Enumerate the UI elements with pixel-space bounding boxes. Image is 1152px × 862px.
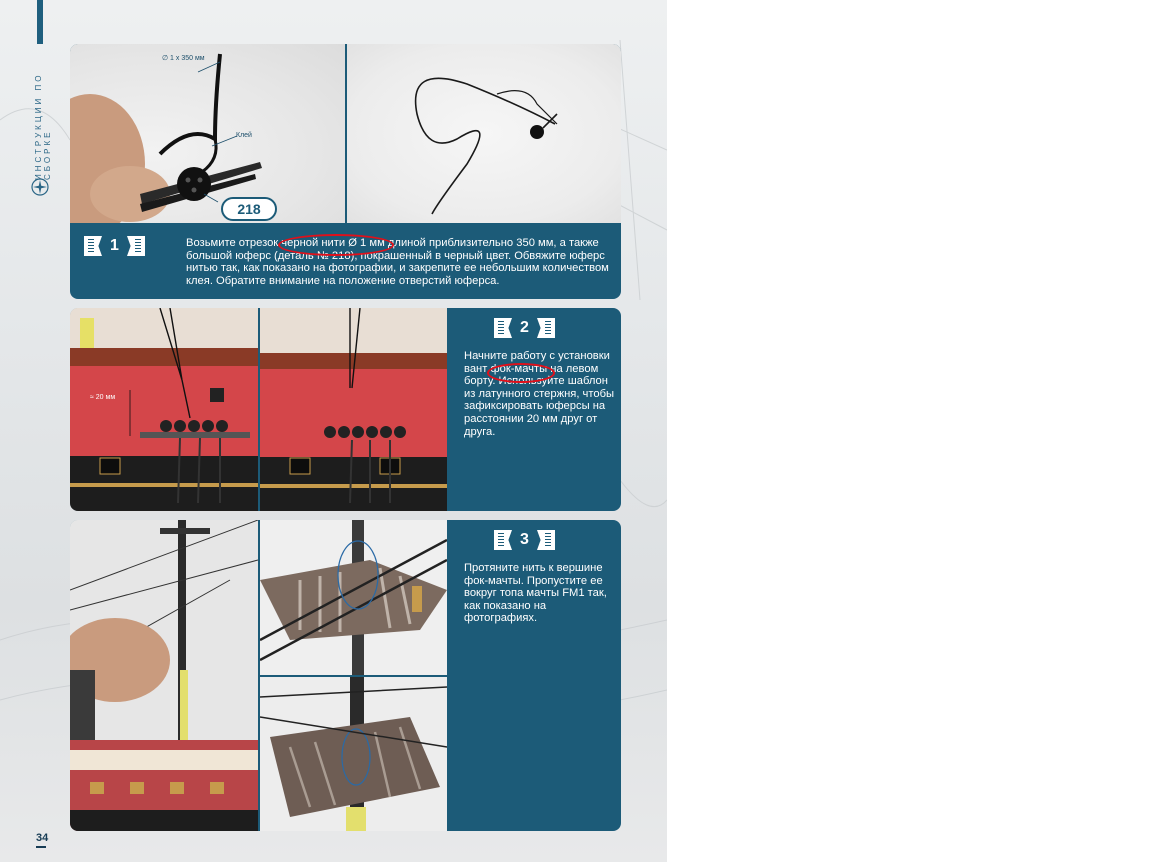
part-number-badge: 218: [221, 197, 277, 221]
step-1-header: [84, 236, 145, 256]
mast-top-platform-illustration: [260, 520, 447, 675]
step-1-photo-tying: [70, 44, 345, 223]
step-3-photo-top-lower: [260, 677, 447, 831]
ruler-icon: [84, 236, 102, 256]
step-1-text: Возьмите отрезок черной нити Ø 1 мм длиной приблизительно 350 мм, а также большой юферс (деталь № 218), покрашенный в черный цвет. Обвяжите юферс нитью так, как показано на фотографии, и закрепите ее небольшим количеством клея. Обратите внимание на положение отверстий юферса.: [186, 237, 609, 287]
foremast-rigging-illustration: [70, 520, 258, 831]
step-2-number: 2: [520, 319, 529, 336]
side-accent-bar: [37, 0, 43, 44]
step-1-panel: [70, 44, 621, 299]
ruler-icon: [537, 318, 555, 338]
step-2-text: Начните работу с установки вант фок-мачты на левом борту. Используйте шаблон из латунного стержня, чтобы зафиксировать юферсы на расстоянии 20 мм друг от друга.: [464, 350, 615, 438]
step-3-text: Протяните нить к вершине фок-мачты. Пропустите ее вокруг топа мачты FM1 так, как показано на фотографиях.: [464, 562, 607, 625]
section-label: ИНСТРУКЦИИ ПО СБОРКЕ: [34, 72, 52, 180]
deadeye-tying-illustration: [70, 44, 345, 223]
thread-with-deadeye-illustration: [347, 44, 621, 223]
highlight-circle: [487, 363, 555, 383]
step-2-photo-template: [70, 308, 258, 511]
step-2-header: [494, 318, 555, 338]
highlight-circle: [278, 234, 394, 256]
blank-area: [667, 0, 1152, 862]
step-3-panel: [70, 520, 621, 831]
page-number: 34: [36, 832, 49, 844]
ruler-icon: [494, 530, 512, 550]
page-number-underline: [36, 846, 46, 848]
step-3-header: [494, 530, 555, 550]
thread-size-callout: ∅ 1 x 350 мм: [162, 55, 205, 62]
glue-callout: Клей: [236, 132, 252, 139]
ruler-icon: [494, 318, 512, 338]
step-2-panel: [70, 308, 621, 511]
spacing-callout: ≈ 20 мм: [90, 394, 116, 401]
step-3-photo-mast: [70, 520, 258, 831]
ship-hull-closeup-illustration: [260, 308, 447, 511]
compass-rose-icon: [31, 178, 49, 196]
step-3-number: 3: [520, 531, 529, 548]
step-1-number: 1: [110, 237, 119, 254]
step-2-photo-placed: [260, 308, 447, 511]
step-1-photo-finished: [347, 44, 621, 223]
ruler-icon: [127, 236, 145, 256]
ruler-icon: [537, 530, 555, 550]
mast-top-crosstrees-illustration: [260, 677, 447, 831]
step-3-photo-top-upper: [260, 520, 447, 675]
ship-hull-deadeyes-illustration: [70, 308, 258, 511]
